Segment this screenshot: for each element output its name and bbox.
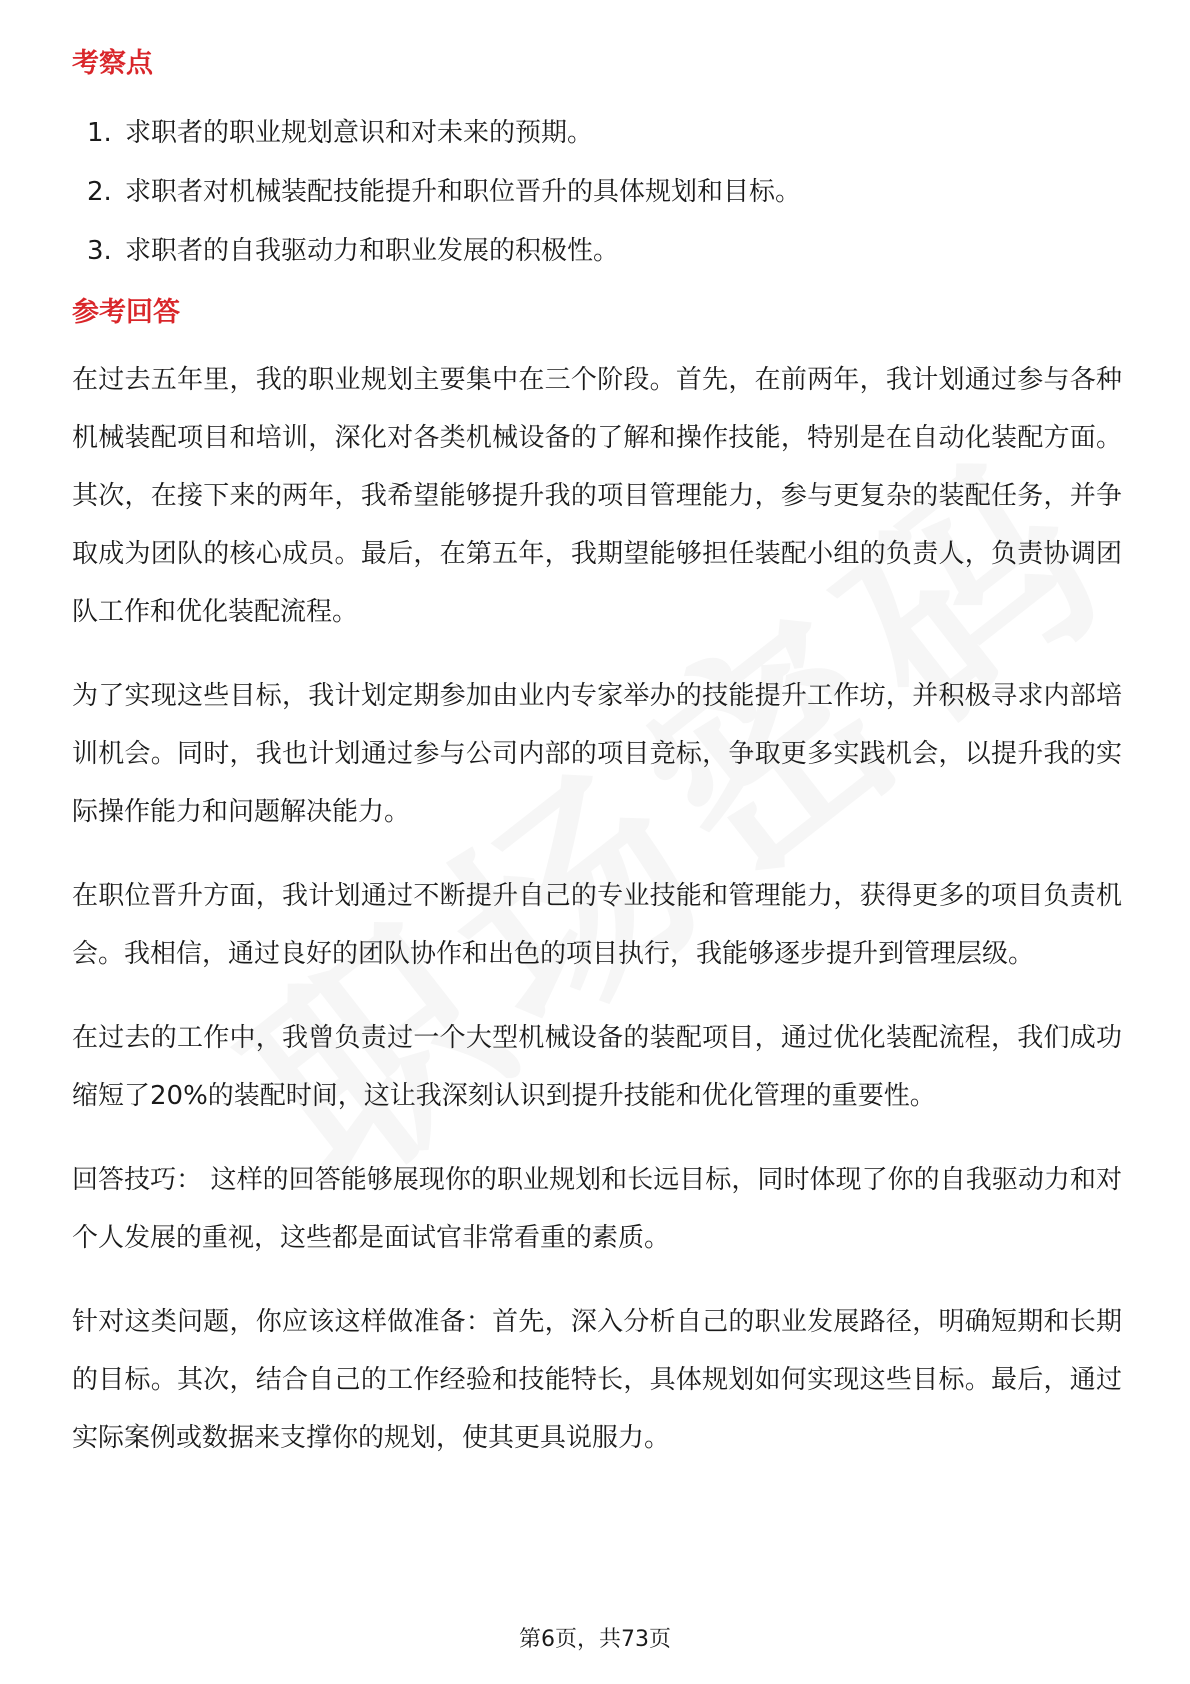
list-item	[72, 114, 1122, 152]
answer-paragraph: 在过去五年里，我的职业规划主要集中在三个阶段。首先，在前两年，我计划通过参与各种机械装配项目和培训，深化对各类机械设备的了解和操作技能，特别是在自动化装配方面。其次，在接下来的两年，我希望能够提升我的项目管理能力，参与更复杂的装配任务，并争取成为团队的核心成员。最后，在第五年，我期望能够担任装配小组的负责人，负责协调团队工作和优化装配流程。	[72, 365, 1122, 627]
exam-points-list	[72, 114, 1122, 270]
list-item-number: 3.	[87, 236, 112, 266]
list-item-text: 求职者对机械装配技能提升和职位晋升的具体规划和目标。	[125, 177, 802, 207]
list-item-text: 求职者的职业规划意识和对未来的预期。	[125, 118, 594, 148]
page-content	[72, 44, 1122, 1467]
list-item-number: 2.	[87, 177, 112, 207]
list-item-text: 求职者的自我驱动力和职业发展的积极性。	[125, 236, 620, 266]
answer-paragraph: 在过去的工作中，我曾负责过一个大型机械设备的装配项目，通过优化装配流程，我们成功缩短了20%的装配时间，这让我深刻认识到提升技能和优化管理的重要性。	[72, 1023, 1122, 1111]
preparation-paragraph: 针对这类问题，你应该这样做准备：首先，深入分析自己的职业发展路径，明确短期和长期的目标。其次，结合自己的工作经验和技能特长，具体规划如何实现这些目标。最后，通过实际案例或数据来支撑你的规划，使其更具说服力。	[72, 1307, 1122, 1453]
list-item-number: 1.	[87, 118, 112, 148]
answer-paragraph: 在职位晋升方面，我计划通过不断提升自己的专业技能和管理能力，获得更多的项目负责机会。我相信，通过良好的团队协作和出色的项目执行，我能够逐步提升到管理层级。	[72, 881, 1122, 969]
tips-paragraph: 回答技巧： 这样的回答能够展现你的职业规划和长远目标，同时体现了你的自我驱动力和对个人发展的重视，这些都是面试官非常看重的素质。	[72, 1165, 1122, 1253]
page-number: 第6页，共73页	[519, 1627, 671, 1652]
answer-paragraph: 为了实现这些目标，我计划定期参加由业内专家举办的技能提升工作坊，并积极寻求内部培训机会。同时，我也计划通过参与公司内部的项目竞标，争取更多实践机会，以提升我的实际操作能力和问题解决能力。	[72, 681, 1122, 827]
list-item	[72, 173, 1122, 211]
section-title-exam-points: 考察点	[72, 48, 153, 79]
section-title-reference-answer: 参考回答	[72, 297, 180, 328]
list-item	[72, 232, 1122, 270]
